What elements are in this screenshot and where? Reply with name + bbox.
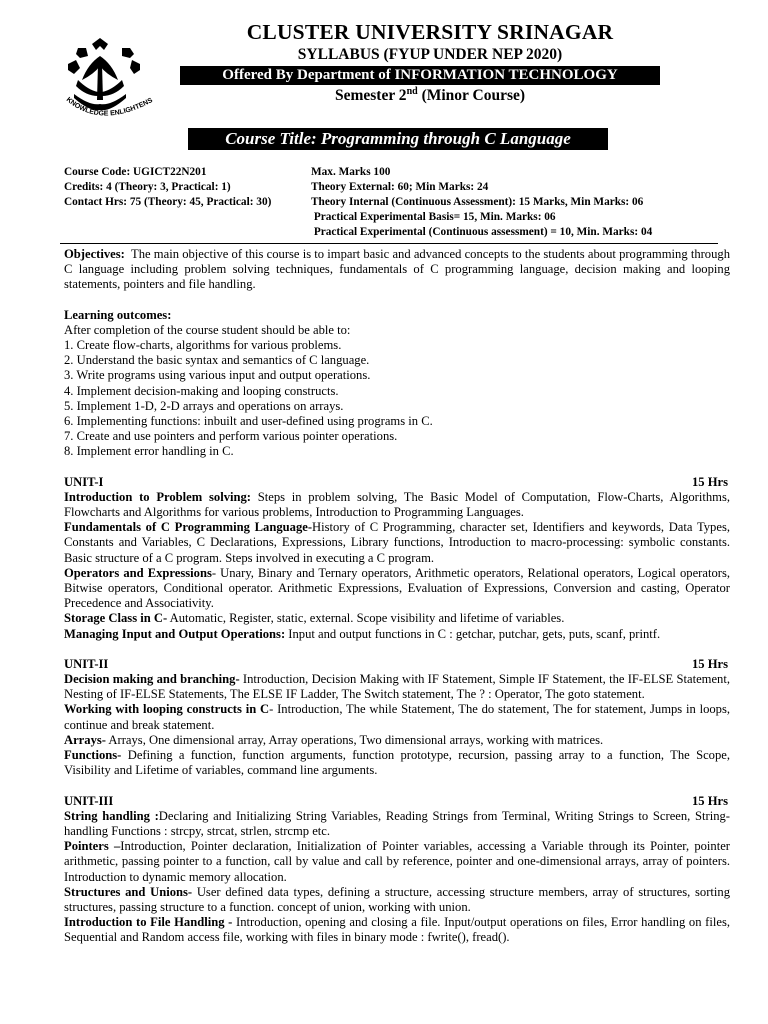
unit-topic: Working with looping constructs in C- Introduction, The while Statement, The do statement, The for statement, Jumps in loops, continue and break statement.: [64, 702, 731, 732]
outcome-item: 1. Create flow-charts, algorithms for various problems.: [64, 338, 342, 353]
semester-heading: [150, 86, 710, 105]
unit-topic: Decision making and branching- Introduction, Decision Making with IF Statement, Simple IF Statement, the IF-ELSE Statement, Nesting of IF-ELSE Statements, The ELSE IF Ladder, The Switch statement, The ? : Operator, The goto statement.: [64, 672, 730, 702]
unit-topic: Storage Class in C- Automatic, Register, static, external. Scope visibility and lifetime of variables.: [64, 611, 565, 626]
outcome-item: 5. Implement 1-D, 2-D arrays and operations on arrays.: [64, 398, 344, 413]
theory-internal: Theory Internal (Continuous Assessment): 15 Marks, Min Marks: 06: [311, 196, 644, 208]
university-logo-icon: [60, 34, 160, 124]
unit-topic: Arrays- Arrays, One dimensional array, Array operations, Two dimensional arrays, working with matrices.: [64, 732, 604, 747]
learning-outcomes-label: Learning outcomes:: [64, 307, 172, 322]
unit-topic: Pointers –Introduction, Pointer declaration, Initialization of Pointer variables, accessing a Variable through its Pointer, pointer arithmetic, passing pointer to a function, call by value and call by reference, pointer and one-dimensional arrays, array of pointers. Introduction to dynamic memory allocation.: [64, 839, 730, 884]
outcome-item: 2. Understand the basic syntax and semantics of C language.: [64, 353, 370, 368]
theory-external: Theory External: 60; Min Marks: 24: [311, 181, 489, 193]
unit-3-heading: [64, 794, 730, 809]
outcome-item: 6. Implementing functions: inbuilt and user-defined using programs in C.: [64, 414, 433, 429]
practical-continuous: Practical Experimental (Continuous assessment) = 10, Min. Marks: 04: [311, 226, 653, 238]
divider: [60, 243, 718, 244]
course-info-right: [311, 165, 652, 240]
unit-title: UNIT-I: [64, 474, 104, 489]
syllabus-heading: SYLLABUS (FYUP UNDER NEP 2020): [297, 46, 563, 63]
unit-hours: 15 Hrs: [691, 656, 728, 671]
unit-hours: 15 Hrs: [691, 793, 728, 808]
university-name: CLUSTER UNIVERSITY SRINAGAR: [246, 20, 614, 44]
syllabus-body: [64, 247, 734, 946]
learning-outcomes-intro: After completion of the course student should be able to:: [64, 322, 351, 337]
course-title: Course Title: Programming through C Language: [188, 128, 608, 150]
contact-hours: Contact Hrs: 75 (Theory: 45, Practical: 30): [64, 196, 272, 208]
objectives-text: The main objective of this course is to impart basic and advanced concepts to the students about programming through C language including problem solving techniques, fundamentals of C programming language, decision making and looping statements, pointers and file handling.: [64, 247, 734, 292]
objectives: [64, 247, 734, 293]
logo-text: KNOWLEDGE ENLIGHTENS: [64, 96, 154, 118]
outcome-item: 8. Implement error handling in C.: [64, 444, 234, 459]
unit-topic: Functions- Defining a function, function arguments, function prototype, recursion, passing array to a function, The Scope, Visibility and Lifetime of variables, command line arguments.: [64, 748, 730, 778]
unit-topic: Operators and Expressions- Unary, Binary and Ternary operators, Arithmetic operators, Relational operators, Logical operators, Bitwise operators, Conditional operator. Arithmetic Expressions, Evaluation of Expressions, Conversion and casting, Operator Precedence and Associativity.: [64, 565, 730, 611]
outcome-item: 4. Implement decision-making and looping constructs.: [64, 383, 339, 398]
semester-suffix: (Minor Course): [417, 87, 526, 105]
unit-topic: Introduction to Problem solving: Steps in problem solving, The Basic Model of Computation, Flow-Charts, Algorithms, Flowcharts and Algorithms for various problems, Introduction to Programming Languages.: [64, 489, 731, 520]
department-banner: Offered By Department of INFORMATION TECHNOLOGY: [180, 66, 660, 85]
unit-topic: Managing Input and Output Operations: Input and output functions in C : getchar, putchar, gets, puts, scanf, printf.: [64, 626, 661, 641]
unit-title: UNIT-II: [64, 656, 109, 671]
semester-ordinal: nd: [406, 86, 418, 97]
unit-1-heading: [64, 475, 730, 490]
unit-title: UNIT-III: [64, 793, 114, 808]
course-info-left: [64, 165, 271, 210]
unit-topic: Structures and Unions- User defined data types, defining a structure, accessing structure members, array of structures, sorting structures, passing structure to a function. concept of union, working with union.: [64, 884, 731, 914]
semester-prefix: Semester 2: [334, 87, 407, 105]
unit-topic: Introduction to File Handling - Introduction, opening and closing a file. Input/output operations on files, Error handling on files, Sequential and Random access file, working with files in binary mode : fwrite(), fread().: [64, 915, 731, 945]
course-code: Course Code: UGICT22N201: [64, 166, 207, 178]
max-marks: Max. Marks 100: [311, 166, 391, 178]
unit-topic: String handling :Declaring and Initializing String Variables, Reading Strings from Terminal, Writing Strings to Screen, String-handling Functions : strcpy, strcat, strlen, strcmp etc.: [64, 808, 730, 838]
objectives-label: Objectives:: [64, 247, 125, 261]
practical-experimental: Practical Experimental Basis= 15, Min. Marks: 06: [311, 211, 556, 223]
credits: Credits: 4 (Theory: 3, Practical: 1): [64, 181, 231, 193]
outcome-item: 7. Create and use pointers and perform various pointer operations.: [64, 429, 398, 444]
unit-hours: 15 Hrs: [691, 474, 728, 489]
unit-topic: Fundamentals of C Programming Language-History of C Programming, character set, Identifiers and keywords, Data Types, Constants and Variables, C Declarations, Expressions, Library functions, Introduction to macro-processing: symbolic constants. Basic structure of a C program. Steps involved in executing a C program.: [64, 520, 730, 565]
outcome-item: 3. Write programs using various input and output operations.: [64, 368, 371, 383]
unit-2-heading: [64, 657, 730, 672]
